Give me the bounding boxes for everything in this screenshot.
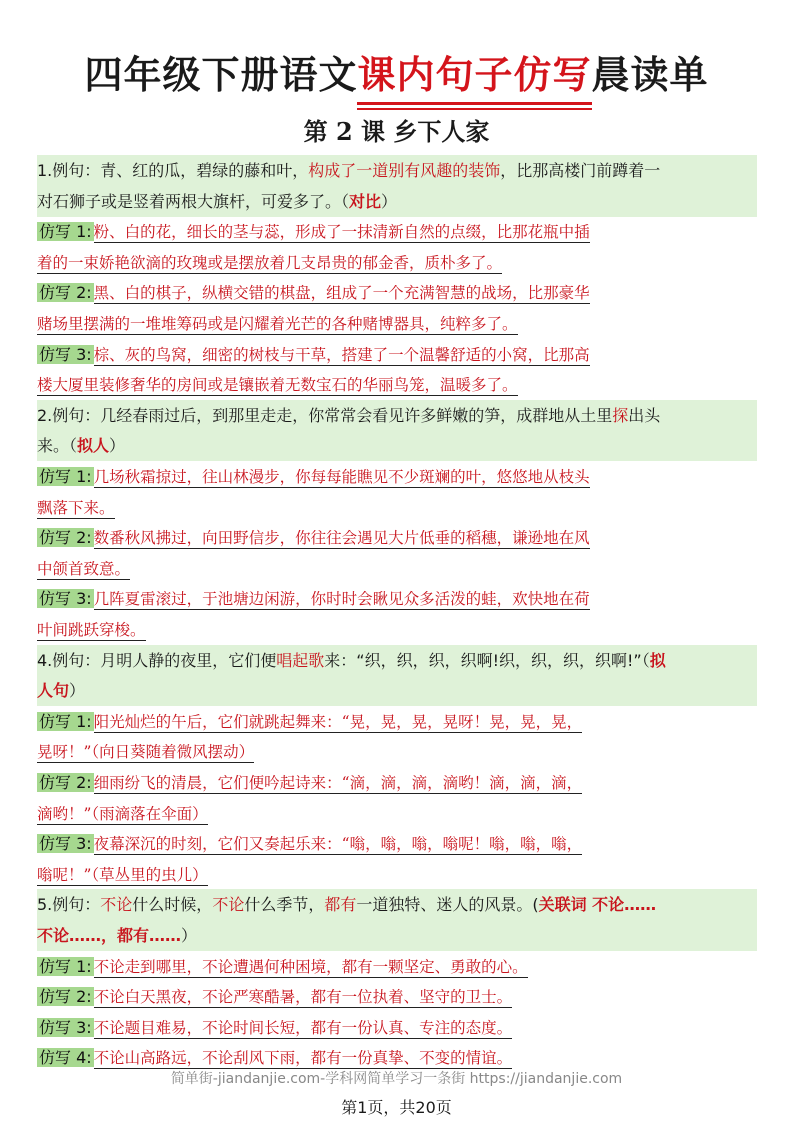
imitation-label: 仿写 3: bbox=[39, 345, 92, 364]
title-part-1: 四年级下册语文 bbox=[84, 53, 358, 97]
imitation-text: 叶间跳跃穿梭。 bbox=[37, 621, 146, 639]
highlighted-phrase: 构成了一道别有风趣的装饰 bbox=[308, 161, 501, 180]
imitation-label: 仿写 2: bbox=[39, 283, 92, 302]
page-title bbox=[0, 44, 793, 99]
imitation-sentence-line bbox=[37, 859, 757, 890]
example-text: 出头 bbox=[628, 406, 661, 425]
imitation-label: 仿写 1: bbox=[39, 712, 92, 731]
imitation-sentence-line bbox=[37, 767, 757, 798]
example-sentence-line bbox=[37, 430, 757, 461]
example-text: 什么时候， bbox=[132, 895, 213, 914]
imitation-label: 仿写 1: bbox=[39, 957, 92, 976]
imitation-label: 仿写 2: bbox=[39, 773, 92, 792]
imitation-text: 阳光灿烂的午后，它们就跳起舞来：“晃，晃，晃，晃呀！晃，晃，晃， bbox=[93, 713, 583, 731]
imitation-sentence-line bbox=[37, 369, 757, 400]
imitation-label: 仿写 1: bbox=[39, 467, 92, 486]
imitation-text: 中颌首致意。 bbox=[37, 560, 131, 578]
imitation-sentence-line bbox=[37, 951, 757, 982]
title-part-2: 晨读单 bbox=[591, 53, 709, 97]
example-text: 4.例句：月明人静的夜里，它们便 bbox=[37, 651, 277, 670]
imitation-text: 不论题目难易，不论时间长短，都有一份认真、专注的态度。 bbox=[93, 1019, 513, 1037]
example-text: ，比那高楼门前蹲着一 bbox=[500, 161, 661, 180]
imitation-sentence-line bbox=[37, 522, 757, 553]
imitation-label: 仿写 2: bbox=[39, 528, 92, 547]
example-sentence-line bbox=[37, 400, 757, 431]
imitation-text: 不论白天黑夜，不论严寒酷暑，都有一位执着、坚守的卫士。 bbox=[93, 988, 513, 1006]
imitation-text: 几场秋霜掠过，往山林漫步，你每每能瞧见不少斑斓的叶，悠悠地从枝头 bbox=[93, 468, 590, 486]
example-text: 1.例句：青、红的瓜，碧绿的藤和叶， bbox=[37, 161, 309, 180]
imitation-text: 飘落下来。 bbox=[37, 499, 115, 517]
imitation-sentence-line bbox=[37, 614, 757, 645]
example-text: ） bbox=[381, 192, 398, 211]
highlighted-phrase: 都有 bbox=[324, 895, 357, 914]
imitation-text: 黑、白的棋子，纵横交错的棋盘，组成了一个充满智慧的战场，比那豪华 bbox=[93, 284, 590, 302]
highlighted-phrase: 关联词 不论…… bbox=[538, 895, 657, 914]
imitation-label: 仿写 3: bbox=[39, 834, 92, 853]
imitation-sentence-line bbox=[37, 981, 757, 1012]
imitation-sentence-line bbox=[37, 1012, 757, 1043]
imitation-sentence-line bbox=[37, 798, 757, 829]
imitation-sentence-line bbox=[37, 308, 757, 339]
highlighted-phrase: 唱起歌 bbox=[276, 651, 325, 670]
lesson-subtitle: 第 2 课 乡下人家 bbox=[303, 117, 490, 146]
highlighted-phrase: 不论 bbox=[100, 895, 133, 914]
imitation-text: 夜幕深沉的时刻，它们又奏起乐来：“嗡，嗡，嗡，嗡呢！嗡，嗡，嗡， bbox=[93, 835, 583, 853]
example-text: 2.例句：几经春雨过后，到那里走走，你常常会看见许多鲜嫩的笋，成群地从土里 bbox=[37, 406, 613, 425]
highlighted-phrase: 拟人 bbox=[77, 436, 110, 455]
imitation-text: 晃呀！”（向日葵随着微风摆动） bbox=[37, 743, 255, 761]
highlighted-phrase: 不论 bbox=[212, 895, 245, 914]
example-sentence-line bbox=[37, 889, 757, 920]
imitation-text: 楼大厦里装修奢华的房间或是镶嵌着无数宝石的华丽鸟笼，温暖多了。 bbox=[37, 376, 518, 394]
imitation-label: 仿写 3: bbox=[39, 1018, 92, 1037]
imitation-text: 几阵夏雷滚过，于池塘边闲游，你时时会瞅见众多活泼的蛙，欢快地在荷 bbox=[93, 590, 590, 608]
example-text: 对石狮子或是竖着两根大旗杆，可爱多了。（ bbox=[37, 192, 350, 211]
highlighted-phrase: 不论……，都有…… bbox=[37, 926, 182, 945]
imitation-sentence-line bbox=[37, 553, 757, 584]
imitation-label: 仿写 2: bbox=[39, 987, 92, 1006]
imitation-sentence-line bbox=[37, 461, 757, 492]
highlighted-phrase: 探 bbox=[612, 406, 629, 425]
imitation-text: 嗡呢！”（草丛里的虫儿） bbox=[37, 866, 208, 884]
imitation-label: 仿写 3: bbox=[39, 589, 92, 608]
watermark-footer: 简单街-jiandanjie.com-学科网简单学习一条街 https://jiandanjie.com bbox=[170, 1071, 623, 1087]
example-sentence-line bbox=[37, 675, 757, 706]
imitation-sentence-line bbox=[37, 277, 757, 308]
imitation-text: 粉、白的花，细长的茎与蕊，形成了一抹清新自然的点缀，比那花瓶中插 bbox=[93, 223, 590, 241]
imitation-text: 滴哟！”（雨滴落在伞面） bbox=[37, 805, 208, 823]
imitation-text: 不论走到哪里，不论遭遇何种困境，都有一颗坚定、勇敢的心。 bbox=[93, 958, 528, 976]
example-sentence-line bbox=[37, 186, 757, 217]
highlighted-phrase: 对比 bbox=[349, 192, 382, 211]
imitation-text: 细雨纷飞的清晨，它们便吟起诗来：“滴，滴，滴，滴哟！滴，滴，滴， bbox=[93, 774, 583, 792]
example-text: ） bbox=[69, 681, 86, 700]
imitation-text: 赌场里摆满的一堆堆筹码或是闪耀着光芒的各种赌博器具，纯粹多了。 bbox=[37, 315, 518, 333]
example-text: 来。（ bbox=[37, 436, 78, 455]
imitation-sentence-line bbox=[37, 339, 757, 370]
imitation-sentence-line bbox=[37, 736, 757, 767]
example-sentence-line bbox=[37, 645, 757, 676]
imitation-label: 仿写 4: bbox=[39, 1048, 92, 1067]
imitation-text: 数番秋风拂过，向田野信步，你往往会遇见大片低垂的稻穗，谦逊地在风 bbox=[93, 529, 590, 547]
title-highlight: 课内句子仿写 bbox=[357, 44, 591, 99]
imitation-sentence-line bbox=[37, 492, 757, 523]
example-text: 什么季节， bbox=[244, 895, 325, 914]
example-text: 5.例句： bbox=[37, 895, 101, 914]
highlighted-phrase: 人句 bbox=[37, 681, 70, 700]
imitation-text: 不论山高路远，不论刮风下雨，都有一份真挚、不变的情谊。 bbox=[93, 1049, 513, 1067]
highlighted-phrase: 拟 bbox=[649, 651, 666, 670]
example-text: 来：“织，织，织，织啊!织，织，织，织啊!”（ bbox=[324, 651, 650, 670]
imitation-text: 棕、灰的鸟窝，细密的树枝与干草，搭建了一个温馨舒适的小窝，比那高 bbox=[93, 346, 590, 364]
imitation-sentence-line bbox=[37, 828, 757, 859]
imitation-sentence-line bbox=[37, 216, 757, 247]
page-number: 第1页，共20页 bbox=[341, 1098, 452, 1117]
example-sentence-line bbox=[37, 155, 757, 186]
imitation-label: 仿写 1: bbox=[39, 222, 92, 241]
imitation-sentence-line bbox=[37, 706, 757, 737]
example-text: ） bbox=[109, 436, 126, 455]
imitation-text: 着的一束娇艳欲滴的玫瑰或是摆放着几支昂贵的郁金香，质朴多了。 bbox=[37, 254, 503, 272]
imitation-sentence-line bbox=[37, 247, 757, 278]
imitation-sentence-line bbox=[37, 583, 757, 614]
example-text: 一道独特、迷人的风景。( bbox=[356, 895, 539, 914]
example-text: ） bbox=[181, 926, 198, 945]
example-sentence-line bbox=[37, 920, 757, 951]
